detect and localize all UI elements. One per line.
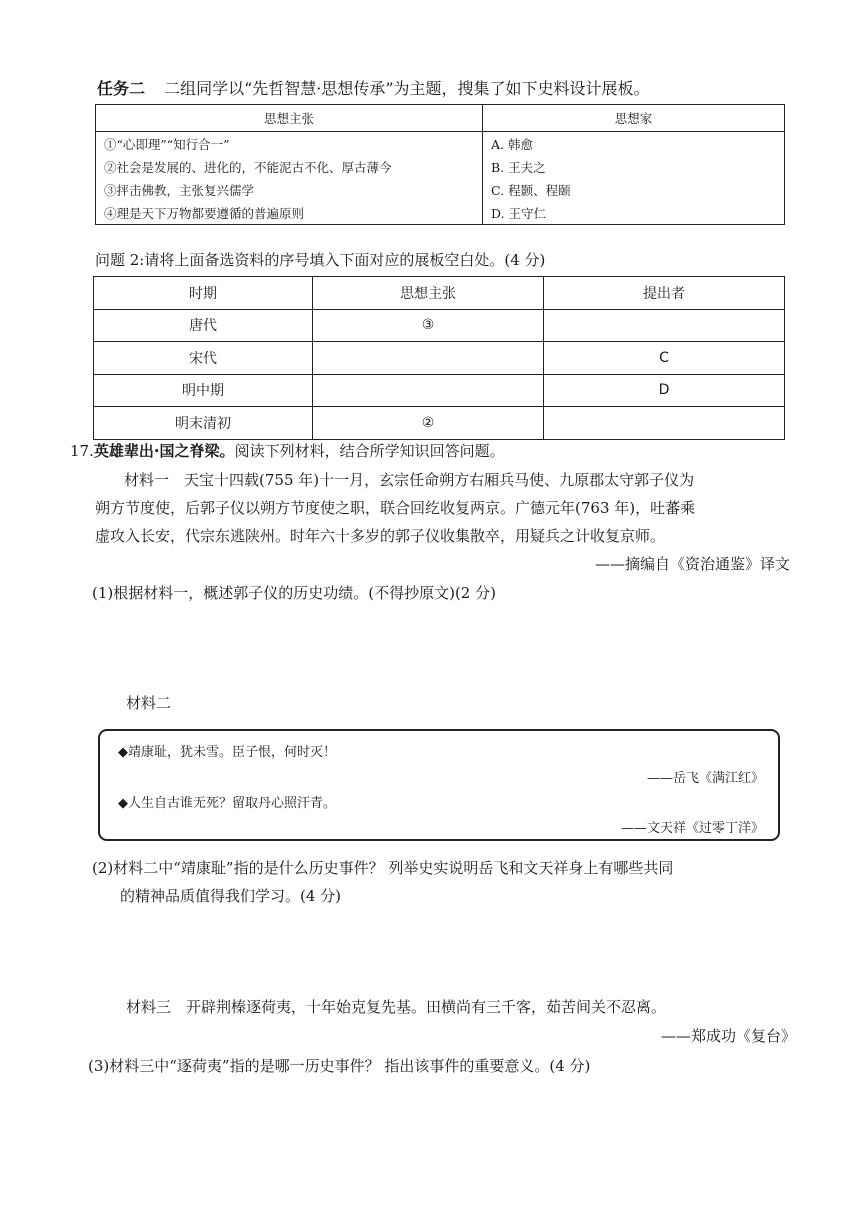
question-number: 17. (70, 442, 94, 460)
table-header-row (96, 105, 785, 132)
table-cell: ③ (313, 309, 544, 342)
table-row (96, 132, 785, 156)
table-cell: C (544, 342, 785, 375)
task2-text: 二组同学以“先哲智慧·思想传承”为主题，搜集了如下史料设计展板。 (164, 79, 650, 98)
table-cell (544, 407, 785, 440)
table-cell: ③抨击佛教，主张复兴儒学 (96, 178, 483, 201)
material1-line: 朔方节度使，后郭子仪以朔方节度使之职，联合回纥收复两京。广德元年(763 年)，吐蕃乘 (95, 499, 696, 517)
poem-box (98, 729, 780, 841)
table-row (94, 407, 785, 440)
table-cell (313, 374, 544, 407)
question-2: 问题 2:请将上面备选资料的序号填入下面对应的展板空白处。(4 分) (95, 251, 546, 269)
exhibit-table (93, 276, 785, 440)
material2-label: 材料二 (126, 694, 172, 712)
sub-question-1: (1)根据材料一，概述郭子仪的历史功绩。(不得抄原文)(2 分) (92, 584, 496, 602)
table-cell: ①“心即理”“知行合一” (96, 132, 483, 156)
table-cell: D (544, 374, 785, 407)
poem-source-2: ——文天祥《过零丁洋》 (620, 821, 764, 836)
table-header-cell: 提出者 (544, 277, 785, 310)
table-cell: ② (313, 407, 544, 440)
sub-question-3: (3)材料三中“逐荷夷”指的是哪一历史事件？ 指出该事件的重要意义。(4 分) (88, 1057, 591, 1075)
table-row (94, 309, 785, 342)
material3-source: ——郑成功《复台》 (660, 1027, 796, 1045)
question-17-intro: 阅读下列材料，结合所学知识回答问题。 (234, 442, 505, 460)
table-row (94, 374, 785, 407)
table-header-cell: 思想主张 (96, 105, 483, 132)
table-cell (544, 309, 785, 342)
table-cell (313, 342, 544, 375)
sub-question-2-line: (2)材料二中“靖康耻”指的是什么历史事件？ 列举史实说明岳飞和文天祥身上有哪些共同 (92, 859, 674, 877)
question-17-heading (70, 440, 505, 461)
table-cell: D. 王守仁 (491, 205, 547, 221)
question-17-title: 英雄辈出·国之脊梁。 (93, 442, 235, 460)
task2-label: 任务二 (97, 79, 146, 98)
task2-heading (97, 76, 650, 99)
sub-question-2-line: 的精神品质值得我们学习。(4 分) (120, 887, 342, 905)
table-cell: 宋代 (94, 342, 313, 375)
table-cell: 明中期 (94, 374, 313, 407)
table-header-cell: 时期 (94, 277, 313, 310)
table-row (96, 178, 785, 201)
table-header-cell: 思想家 (483, 105, 785, 132)
table-cell: ④理是天下万物都要遵循的普遍原则 (96, 201, 483, 225)
table-cell: B. 王夫之 (491, 159, 546, 175)
poem-source-1: ——岳飞《满江红》 (646, 771, 764, 786)
table-row (94, 342, 785, 375)
material3-text: 材料三 开辟荆榛逐荷夷，十年始克复先基。田横尚有三千客，茹苦间关不忍离。 (126, 998, 667, 1016)
thought-table (95, 104, 785, 225)
table-cell: 明末清初 (94, 407, 313, 440)
poem-line-1: ◆靖康耻，犹未雪。臣子恨，何时灭！ (118, 745, 336, 760)
material1-source: ——摘编自《资治通鉴》译文 (594, 555, 790, 573)
table-cell: ②社会是发展的、进化的，不能泥古不化、厚古薄今 (96, 155, 483, 178)
table-header-cell: 思想主张 (313, 277, 544, 310)
material1-line: 材料一 天宝十四载(755 年)十一月，玄宗任命朔方右厢兵马使、九原郡太守郭子仪为 (124, 471, 695, 489)
table-header-row (94, 277, 785, 310)
table-row (96, 155, 785, 178)
table-row (96, 201, 785, 225)
table-cell: A. 韩愈 (491, 136, 533, 152)
poem-line-2: ◆人生自古谁无死？留取丹心照汗青。 (118, 796, 336, 811)
table-cell: 唐代 (94, 309, 313, 342)
table-cell: C. 程颢、程颐 (491, 182, 571, 198)
material1-line: 虚攻入长安，代宗东逃陕州。时年六十多岁的郭子仪收集散卒，用疑兵之计收复京师。 (95, 527, 666, 545)
